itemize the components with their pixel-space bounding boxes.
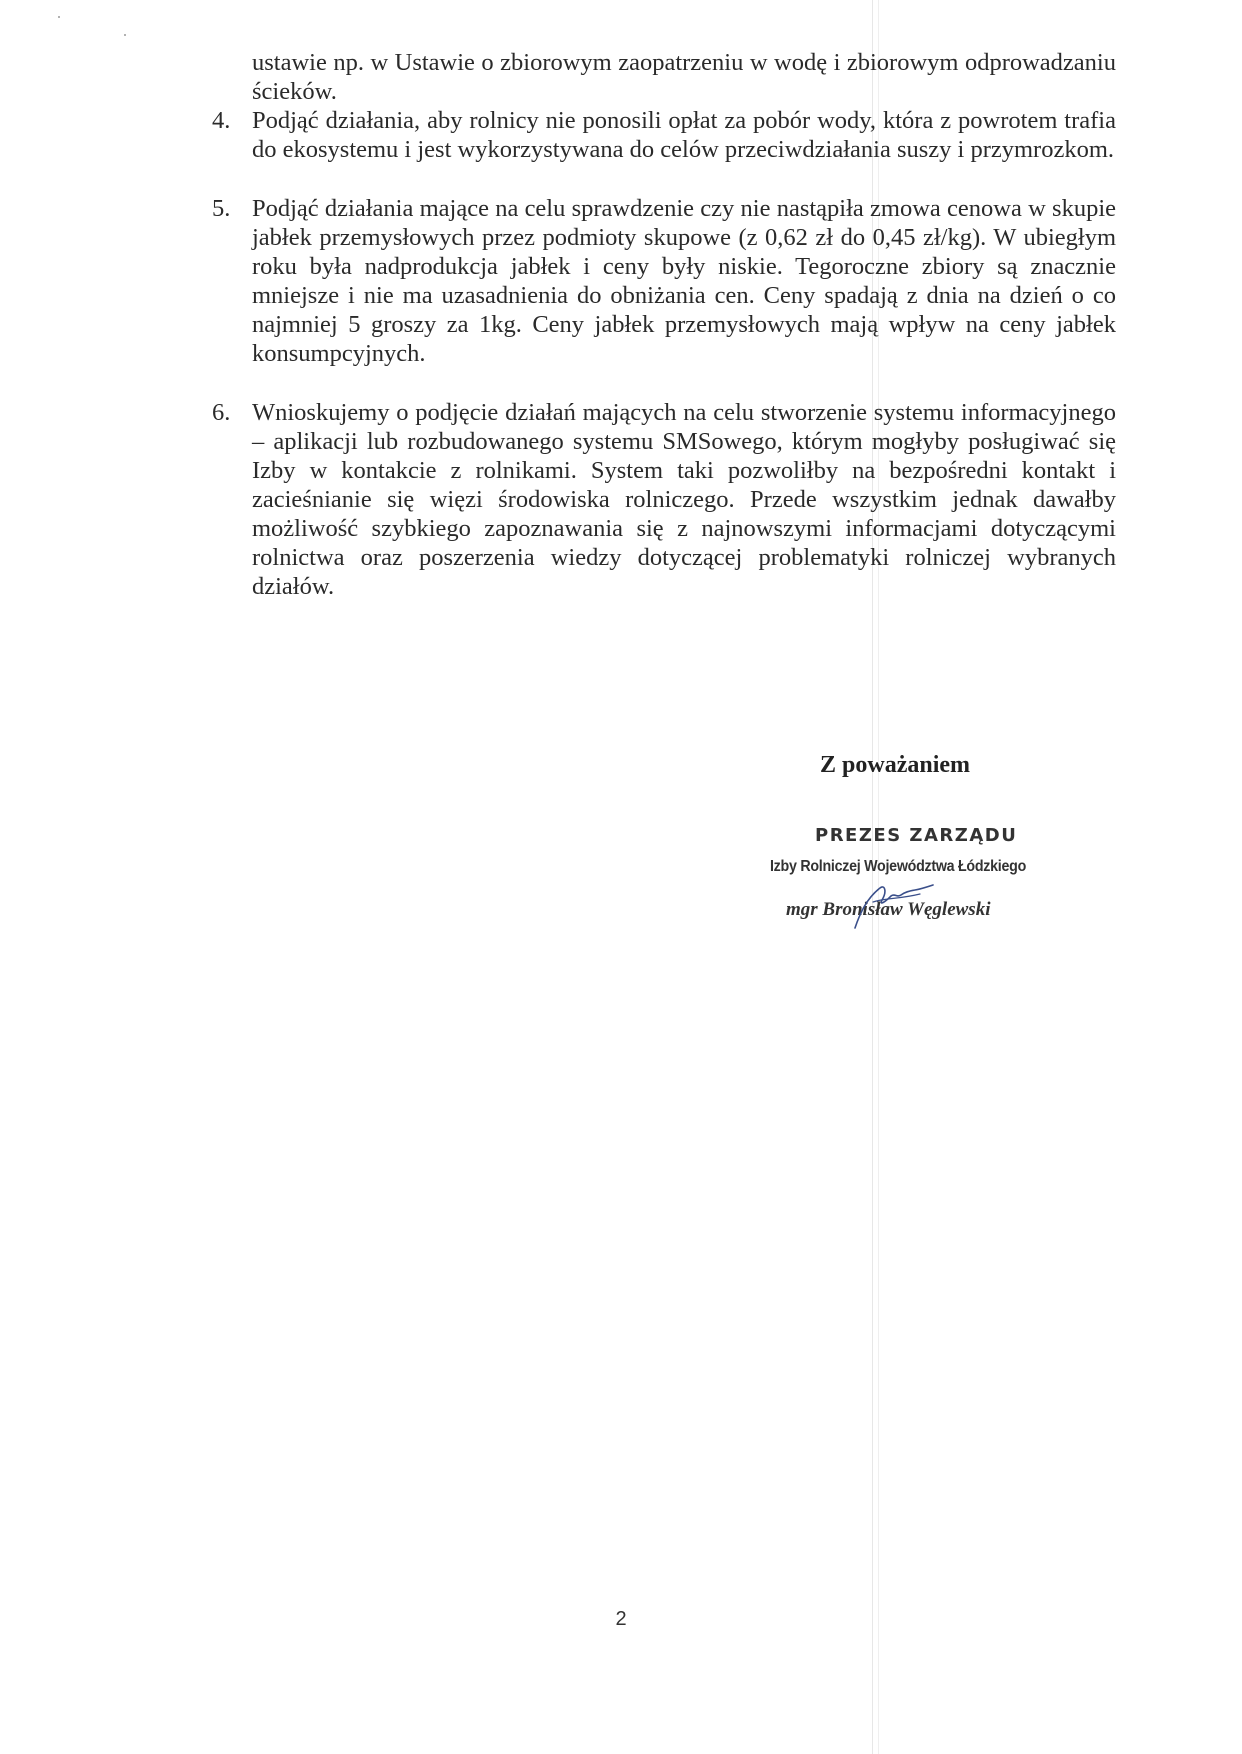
list-item-text: Podjąć działania mające na celu sprawdzenie czy nie nastąpiła zmowa cenowa w skupie jabłek przemysłowych przez podmioty skupowe (z 0,62 zł do 0,45 zł/kg). W ubiegłym roku była nadprodukcja jabłek i ceny były niskie. Tegoroczne zbiory są znacznie mniejsze i nie ma uzasadnienia do obniżania cen. Ceny spadają z dnia na dzień o co najmniej 5 groszy za 1kg. Ceny jabłek przemysłowych mają wpływ na ceny jabłek konsumpcyjnych. — [252, 195, 1116, 367]
scan-speck — [58, 16, 60, 18]
list-item-text: Podjąć działania, aby rolnicy nie ponosili opłat za pobór wody, która z powrotem trafia do ekosystemu i jest wykorzystywana do celów przeciwdziałania suszy i przymrozkom. — [252, 107, 1116, 163]
list-item-number: 5. — [212, 195, 231, 222]
stamp-name: mgr Bronisław Węglewski — [786, 899, 991, 920]
page-number: 2 — [615, 1608, 627, 1630]
closing-salutation: Z poważaniem — [820, 752, 970, 778]
document-body — [212, 48, 1116, 601]
list-item-number: 6. — [212, 399, 231, 426]
list-item — [212, 106, 1116, 164]
intro-paragraph: ustawie np. w Ustawie o zbiorowym zaopatrzeniu w wodę i zbiorowym odprowadzaniu ścieków. — [252, 49, 1116, 105]
list-item — [212, 194, 1116, 368]
scan-speck — [124, 34, 126, 36]
stamp-organization: Izby Rolniczej Województwa Łódzkiego — [770, 858, 1027, 875]
stamp-title: PREZES ZARZĄDU — [815, 825, 1018, 846]
list-item-text: Wnioskujemy o podjęcie działań mających na celu stworzenie systemu informacyjnego – aplikacji lub rozbudowanego systemu SMSowego, którym mogłyby posługiwać się Izby w kontakcie z rolnikami. System taki pozwoliłby na bezpośredni kontakt i zacieśnianie się więzi środowiska rolniczego. Przede wszystkim jednak dawałby możliwość szybkiego zapoznawania się z najnowszymi informacjami dotyczącymi rolnictwa oraz poszerzenia wiedzy dotyczącej problematyki rolniczej wybranych działów. — [252, 399, 1116, 600]
list-item-number: 4. — [212, 107, 231, 134]
list-item — [212, 398, 1116, 601]
handwritten-signature — [825, 858, 945, 938]
